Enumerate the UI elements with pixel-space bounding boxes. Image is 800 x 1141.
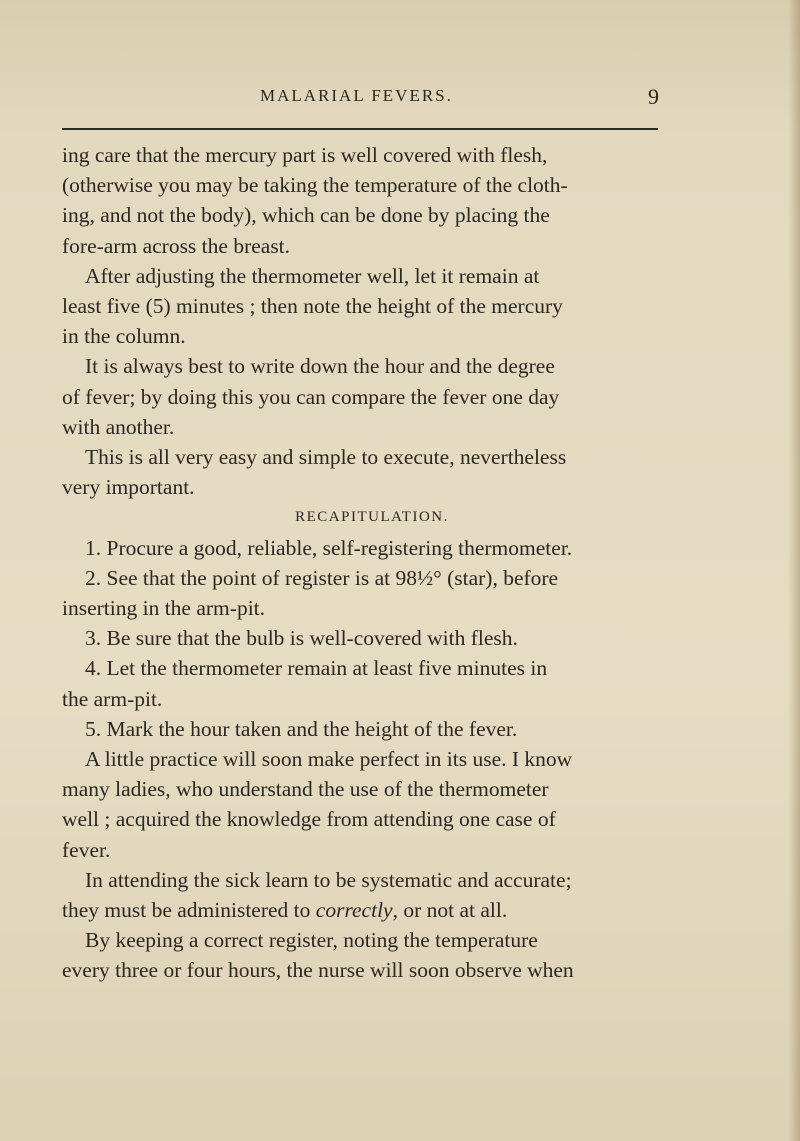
header-rule	[62, 128, 658, 130]
text-line: many ladies, who understand the use of the thermometer	[62, 777, 549, 802]
text-fragment: they must be administered to	[62, 898, 311, 923]
list-item-continuation: inserting in the arm-pit.	[62, 596, 266, 621]
text-line: fever.	[62, 837, 111, 862]
list-item: 4. Let the thermometer remain at least five minutes in	[85, 656, 548, 681]
text-line: It is always best to write down the hour and the degree	[85, 354, 555, 379]
text-line: of fever; by doing this you can compare the fever one day	[62, 384, 560, 409]
text-line: A little practice will soon make perfect in its use. I know	[85, 747, 573, 772]
running-title: MALARIAL FEVERS.	[260, 86, 453, 105]
text-line: In attending the sick learn to be systematic and accurate;	[85, 867, 572, 892]
text-line: After adjusting the thermometer well, let it remain at	[85, 263, 540, 288]
text-line: in the column.	[62, 324, 186, 349]
text-line: with another.	[62, 414, 175, 439]
list-item: 5. Mark the hour taken and the height of the fever.	[85, 716, 518, 741]
text-line: least five (5) minutes ; then note the height of the mercury	[62, 294, 563, 319]
text-line: ing, and not the body), which can be done by placing the	[62, 203, 550, 228]
text-line: very important.	[62, 475, 195, 500]
list-item: 3. Be sure that the bulb is well-covered with flesh.	[85, 626, 518, 651]
text-line	[62, 895, 662, 925]
emphasized-word: correctly	[315, 898, 393, 923]
text-line: every three or four hours, the nurse will soon observe when	[62, 958, 574, 983]
text-line: well ; acquired the knowledge from attending one case of	[62, 807, 556, 832]
page-number: 9	[648, 84, 659, 109]
text-fragment: , or not at all.	[392, 898, 508, 923]
text-line: (otherwise you may be taking the temperature of the cloth-	[62, 173, 568, 198]
text-line: ing care that the mercury part is well covered with flesh,	[62, 143, 548, 167]
section-heading: RECAPITULATION.	[295, 509, 449, 526]
list-item-continuation: the arm-pit.	[62, 686, 163, 711]
list-item: 1. Procure a good, reliable, self-registering thermometer.	[85, 535, 573, 560]
text-line: fore-arm across the breast.	[62, 233, 291, 258]
body-text	[62, 140, 662, 986]
text-line: This is all very easy and simple to execute, nevertheless	[85, 445, 567, 470]
list-item: 2. See that the point of register is at 98½° (star), before	[85, 565, 559, 590]
page-edge-shadow	[788, 0, 800, 1141]
text-line: By keeping a correct register, noting the temperature	[85, 928, 538, 953]
